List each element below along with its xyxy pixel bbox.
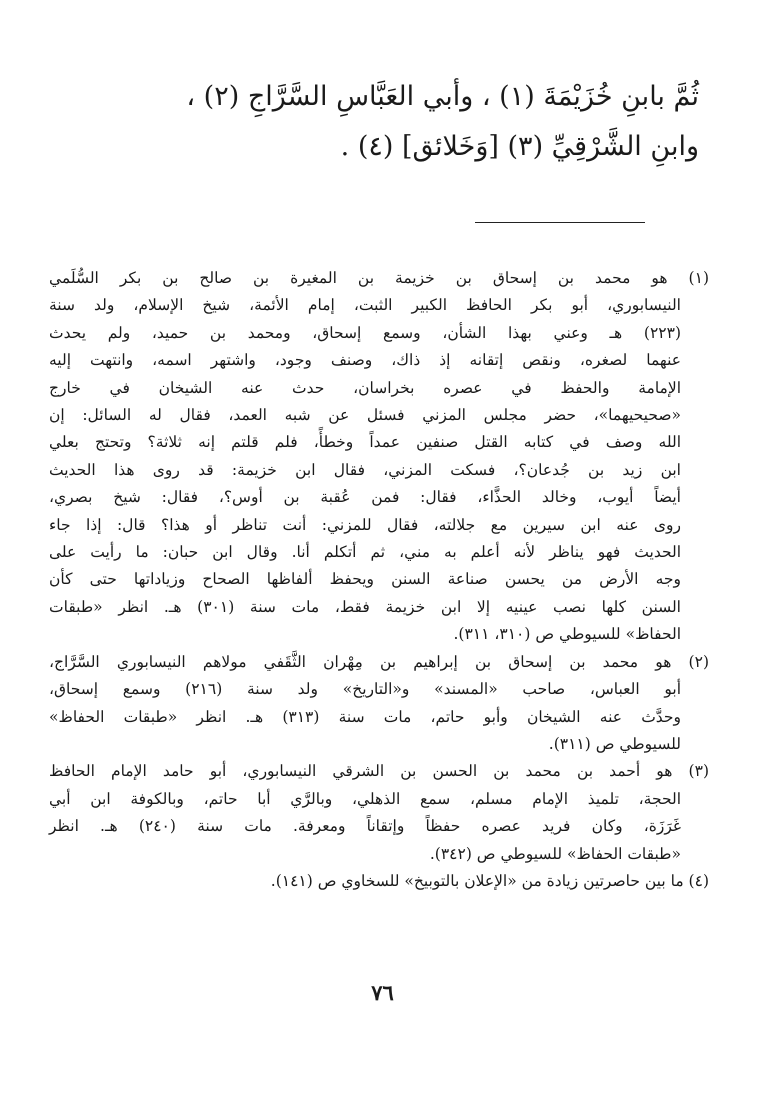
footnote-1 <box>49 265 709 649</box>
footnote-line: أبو العباس، صاحب «المسند» و«التاريخ» ولد سنة (٢١٦) وسمع إسحاق، <box>49 680 682 699</box>
footnote-line: النيسابوري، أبو بكر الحافظ الكبير الثبت، إمام الأئمة، شيخ الإسلام، ولد سنة <box>49 296 681 315</box>
footnote-3 <box>49 758 709 868</box>
footnote-line: روى عنه ابن سيرين مع جلالته، فقال للمزني: أنت تناظر أو هذا؟ قال: إذا جاء <box>49 515 681 534</box>
footnote-line: (٢) هو محمد بن إسحاق بن إبراهيم بن مِهْران الثَّقَفي مولاهم النيسابوري السَّرَّاج، <box>49 652 709 671</box>
footnotes-section <box>49 265 709 895</box>
footnote-line: الله وصف في كتابه القتل صنفين عمداً وخطأً، فلم قلتم إنه ثلاثة؟ وتحتج بعلي <box>49 433 681 452</box>
main-text-block <box>49 72 699 172</box>
footnote-line: «صحيحيهما»، حضر مجلس المزني فسئل عن شبه العمد، فقال له السائل: إن <box>49 406 681 425</box>
footnote-line: للسيوطي ص (٣١١). <box>548 734 681 753</box>
footnote-line: «طبقات الحفاظ» للسيوطي ص (٣٤٢). <box>429 844 681 863</box>
footnote-line: (٣) هو أحمد بن محمد بن الحسن بن الشرقي النيسابوري، أبو حامد الإمام الحافظ <box>49 762 709 781</box>
footnote-line: الحديث فهو يناظر لأنه أعلم به مني، ثم أتكلم أنا. وقال ابن حبان: ما رأيت على <box>49 543 681 562</box>
footnote-line: أيضاً أيوب، وخالد الحذَّاء، فقال: فمن عُقبة بن أوس؟، فقال: شيخ بصري، <box>49 488 681 507</box>
footnote-line: السنن كلها نصب عينيه إلا ابن خزيمة فقط، مات سنة (٣٠١) هـ. انظر «طبقات <box>49 597 681 616</box>
footnote-line: (٤) ما بين حاصرتين زيادة من «الإعلان بالتوبيخ» للسخاوي ص (١٤١). <box>270 871 709 890</box>
page-number: ٧٦ <box>371 980 394 1005</box>
footnote-line: وجه الأرض من يحسن صناعة السنن ويحفظ ألفاظها الصحاح وزياداتها حتى كأن <box>49 570 681 589</box>
footnote-line: (١) هو محمد بن إسحاق بن خزيمة بن المغيرة بن صالح بن بكر السُّلَمي <box>49 269 709 287</box>
footnote-line: ابن زيد بن جُدعان؟، فسكت المزني، فقال ابن خزيمة: قد روى هذا الحديث <box>49 460 681 479</box>
footnote-line: الحجة، تلميذ الإمام مسلم، سمع الذهلي، وبالرَّي أبا حاتم، وبالكوفة ابن أبي <box>49 789 681 808</box>
footnote-line: الإمامة والحفظ في عصره بخراسان، حدث عنه الشيخان في خارج <box>49 378 681 397</box>
footnote-divider <box>475 222 645 223</box>
footnote-line: الحفاظ» للسيوطي ص (٣١٠، ٣١١). <box>453 625 681 644</box>
main-text-line: ثُمَّ بابنِ خُزَيْمَةَ (١) ، وأبي العَبَّاسِ السَّرَّاجِ (٢) ، <box>186 81 699 112</box>
footnote-line: عنهما لصغره، ونقص إتقانه إذ ذاك، وصنف وجود، واشتهر اسمه، وانتهت إليه <box>49 351 681 370</box>
footnote-line: (٢٢٣) هـ وعني بهذا الشأن، وسمع إسحاق، ومحمد بن حميد، ولم يحدث <box>49 323 681 342</box>
footnote-2 <box>49 649 709 759</box>
main-text-line: وابنِ الشَّرْقِيِّ (٣) [وَخَلائق] (٤) . <box>340 131 699 162</box>
footnote-4 <box>49 868 709 895</box>
footnote-line: غَرَزَة، وكان فريد عصره حفظاً وإتقاناً ومعرفة. مات سنة (٢٤٠) هـ. انظر <box>49 817 681 836</box>
footnote-line: وحدَّث عنه الشيخان وأبو حاتم، مات سنة (٣١٣) هـ. انظر «طبقات الحفاظ» <box>49 707 681 726</box>
